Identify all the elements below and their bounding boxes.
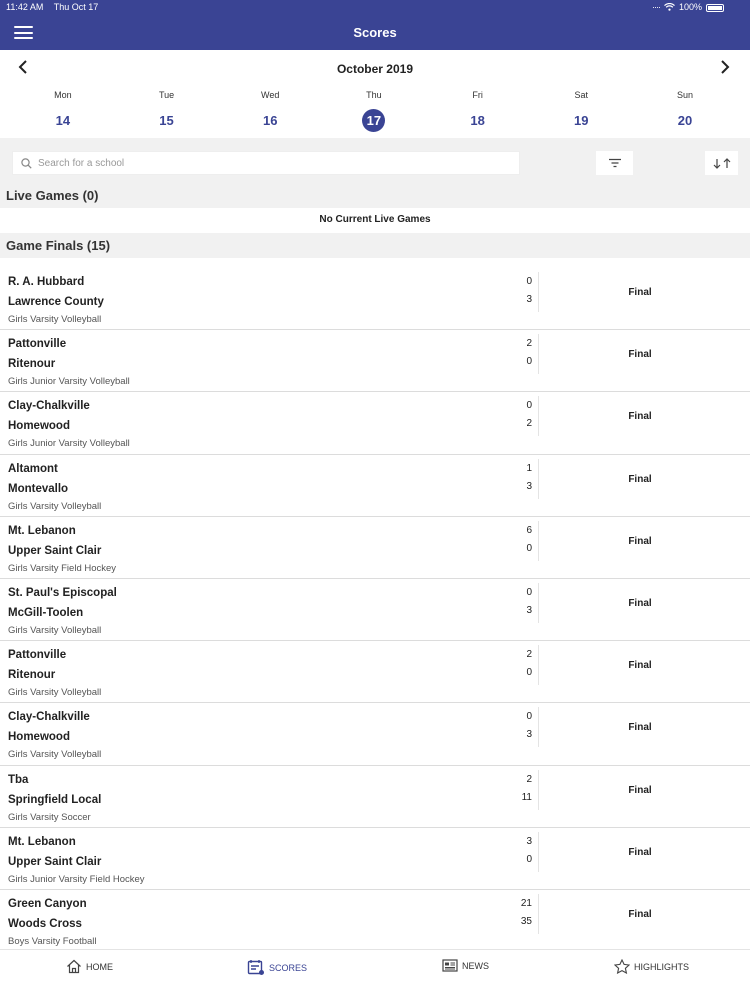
home-team-name: Clay-Chalkville: [8, 400, 90, 413]
away-team-score: 3: [526, 294, 532, 305]
search-box[interactable]: [12, 151, 520, 175]
game-sport-label: Girls Junior Varsity Volleyball: [8, 376, 130, 388]
home-team-name: Pattonville: [8, 649, 67, 662]
score-divider: [538, 707, 539, 747]
calendar-day-of-week: Mon: [54, 90, 72, 100]
game-status: Final: [628, 411, 652, 423]
calendar-day-number: 18: [470, 113, 485, 128]
filter-button[interactable]: [596, 151, 633, 175]
search-input[interactable]: [38, 158, 508, 169]
news-icon: [442, 959, 458, 972]
home-team-score: 0: [526, 586, 532, 598]
game-sport-label: Girls Varsity Volleyball: [8, 314, 102, 325]
game-row[interactable]: [0, 330, 750, 392]
game-sport-label: Girls Varsity Volleyball: [8, 500, 102, 512]
home-team-score: 0: [526, 276, 532, 287]
game-status: Final: [628, 349, 652, 361]
away-team-name: Upper Saint Clair: [8, 544, 102, 557]
game-status: Final: [628, 473, 652, 485]
game-row[interactable]: [0, 455, 750, 517]
status-time: 11:42 AM: [6, 2, 44, 12]
calendar-day-of-week: Sun: [676, 90, 693, 100]
calendar-day[interactable]: [529, 90, 633, 132]
tab-scores-label: SCORES: [269, 962, 308, 973]
away-team-score: 3: [526, 604, 532, 616]
game-sport-label: Girls Varsity Field Hockey: [8, 562, 117, 574]
page-title: Scores: [353, 25, 397, 40]
score-divider: [538, 832, 539, 872]
home-team-name: Mt. Lebanon: [8, 835, 76, 848]
away-team-score: 11: [521, 791, 532, 803]
game-row[interactable]: [0, 579, 750, 641]
calendar-day-of-week: Thu: [366, 90, 382, 100]
away-team-name: McGill-Toolen: [8, 606, 84, 619]
game-finals-list: [0, 268, 750, 952]
home-team-score: 0: [526, 711, 532, 723]
next-week-chevron-icon[interactable]: [720, 59, 730, 77]
filter-icon: [608, 158, 622, 168]
home-team-name: Green Canyon: [8, 897, 87, 910]
wifi-icon: [664, 3, 675, 11]
week-calendar: [0, 50, 750, 138]
game-sport-label: Boys Varsity Football: [8, 935, 97, 947]
game-row[interactable]: [0, 828, 750, 890]
calendar-day[interactable]: [218, 90, 322, 132]
away-team-name: Homewood: [8, 420, 70, 433]
score-divider: [538, 894, 539, 934]
calendar-day[interactable]: [322, 90, 426, 132]
score-divider: [538, 521, 539, 561]
home-team-score: 2: [526, 338, 532, 350]
battery-icon: [706, 4, 724, 12]
away-team-name: Springfield Local: [8, 793, 102, 806]
away-team-score: 3: [526, 480, 532, 492]
game-sport-label: Girls Varsity Soccer: [8, 811, 91, 823]
calendar-day-of-week: Wed: [261, 90, 280, 100]
score-divider: [538, 583, 539, 623]
calendar-day[interactable]: [633, 90, 737, 132]
home-team-name: R. A. Hubbard: [8, 276, 85, 288]
game-row[interactable]: [0, 517, 750, 579]
game-row[interactable]: [0, 268, 750, 330]
live-games-header: Live Games (0): [0, 183, 750, 208]
away-team-score: 0: [526, 356, 532, 368]
game-status: Final: [628, 535, 652, 547]
score-divider: [538, 459, 539, 499]
tab-highlights[interactable]: [614, 959, 689, 974]
game-sport-label: Girls Junior Varsity Volleyball: [8, 438, 130, 450]
home-icon: [66, 959, 82, 974]
battery-level: 100%: [678, 2, 702, 12]
game-sport-label: Girls Varsity Volleyball: [8, 687, 102, 699]
home-team-name: Mt. Lebanon: [8, 524, 76, 537]
home-team-name: Pattonville: [8, 338, 67, 351]
status-date: Thu Oct 17: [53, 2, 99, 12]
game-finals-header: Game Finals (15): [0, 233, 750, 258]
game-status: Final: [628, 784, 652, 796]
score-divider: [538, 396, 539, 436]
away-team-name: Upper Saint Clair: [8, 855, 102, 868]
home-team-score: 21: [520, 897, 532, 909]
scores-icon: [247, 959, 265, 976]
home-team-score: 0: [526, 400, 532, 412]
game-status: Final: [628, 287, 652, 298]
away-team-score: 35: [520, 915, 532, 927]
calendar-days: [11, 90, 737, 132]
tab-news[interactable]: [442, 959, 489, 972]
score-divider: [538, 334, 539, 374]
away-team-name: Ritenour: [8, 669, 56, 682]
game-row[interactable]: [0, 890, 750, 952]
home-team-name: Tba: [8, 773, 29, 786]
home-team-score: 6: [526, 524, 532, 536]
calendar-day-number: 17: [362, 109, 385, 132]
no-live-games-message: No Current Live Games: [0, 208, 750, 232]
home-team-score: 2: [526, 773, 532, 785]
status-bar: [0, 0, 750, 14]
calendar-day[interactable]: [115, 90, 219, 132]
home-team-name: Clay-Chalkville: [8, 711, 90, 724]
star-icon: [614, 959, 630, 974]
calendar-day-of-week: Sat: [574, 90, 589, 100]
search-toolbar: [0, 138, 750, 183]
calendar-day[interactable]: [426, 90, 530, 132]
home-team-name: Altamont: [8, 462, 58, 475]
game-sport-label: Girls Junior Varsity Field Hockey: [8, 873, 145, 885]
bottom-tab-bar: [0, 949, 750, 1000]
tab-home-label: HOME: [86, 961, 113, 972]
home-team-score: 2: [526, 649, 532, 661]
away-team-score: 0: [526, 542, 532, 554]
calendar-day-number: 16: [262, 113, 278, 128]
calendar-day-of-week: Fri: [472, 90, 483, 100]
home-team-name: St. Paul's Episcopal: [8, 586, 117, 599]
calendar-day-number: 20: [677, 113, 693, 128]
score-divider: [538, 645, 539, 685]
game-status: Final: [628, 597, 652, 609]
game-status: Final: [628, 722, 652, 734]
home-team-score: 1: [526, 462, 532, 474]
calendar-month: October 2019: [336, 62, 414, 76]
game-sport-label: Girls Varsity Volleyball: [8, 624, 102, 636]
calendar-day-number: 14: [55, 113, 71, 128]
home-team-score: 3: [526, 835, 532, 847]
away-team-score: 0: [526, 853, 532, 865]
game-row[interactable]: [0, 766, 750, 828]
away-team-name: Homewood: [8, 731, 70, 744]
sort-arrows-icon: [712, 158, 732, 169]
search-icon: [21, 158, 32, 169]
away-team-score: 2: [526, 418, 532, 430]
calendar-day-number: 19: [574, 113, 589, 128]
tab-news-label: NEWS: [462, 960, 489, 971]
tab-home[interactable]: [66, 959, 113, 974]
score-divider: [538, 272, 539, 312]
away-team-name: Woods Cross: [8, 917, 82, 930]
game-row[interactable]: [0, 703, 750, 765]
game-status: Final: [628, 908, 652, 920]
game-status: Final: [628, 660, 652, 672]
calendar-day-number: 15: [159, 113, 174, 128]
game-sport-label: Girls Varsity Volleyball: [8, 749, 102, 761]
game-row[interactable]: [0, 392, 750, 454]
game-row[interactable]: [0, 641, 750, 703]
signal-dots-icon: ····: [651, 2, 660, 12]
tab-highlights-label: HIGHLIGHTS: [634, 961, 690, 972]
away-team-name: Ritenour: [8, 358, 56, 371]
calendar-day-of-week: Tue: [158, 90, 175, 100]
app-header: [0, 14, 750, 50]
calendar-day[interactable]: [11, 90, 115, 132]
tab-scores[interactable]: [247, 959, 307, 976]
away-team-name: Montevallo: [8, 482, 69, 495]
away-team-score: 3: [526, 729, 532, 741]
game-status: Final: [628, 846, 652, 858]
away-team-name: Lawrence County: [8, 296, 104, 308]
sort-button[interactable]: [705, 151, 738, 175]
away-team-score: 0: [526, 667, 532, 679]
score-divider: [538, 770, 539, 810]
